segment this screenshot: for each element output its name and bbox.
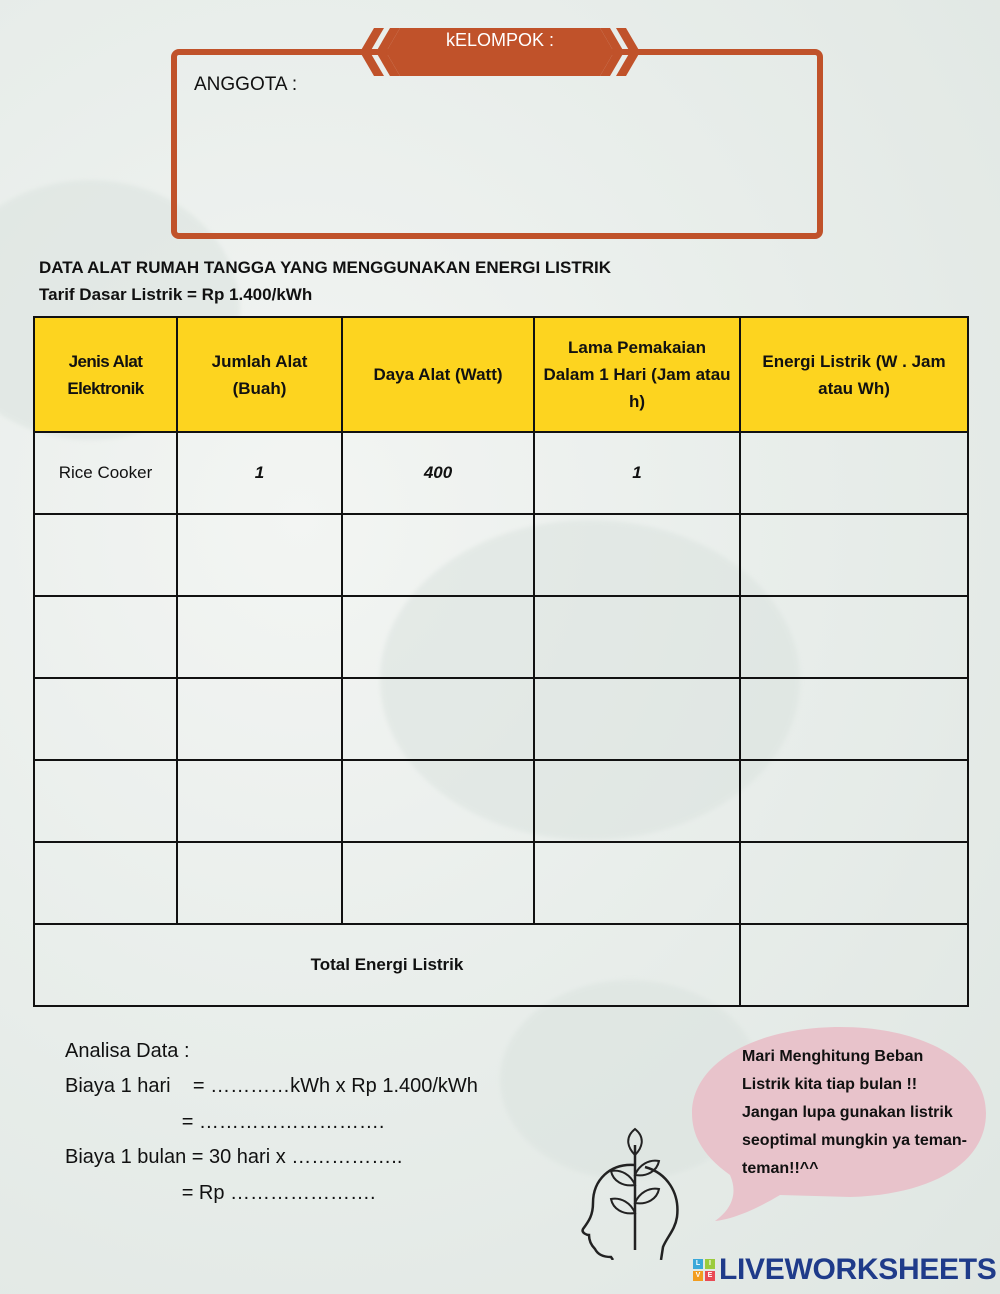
cell-jenis[interactable] xyxy=(34,514,177,596)
total-label: Total Energi Listrik xyxy=(34,924,740,1006)
table-row xyxy=(34,514,968,596)
cell-energi[interactable] xyxy=(740,842,968,924)
analysis-daily-cost: Biaya 1 hari = …………kWh x Rp 1.400/kWh xyxy=(65,1075,478,1097)
table-row xyxy=(34,596,968,678)
cell-energi[interactable] xyxy=(740,514,968,596)
anggota-label: ANGGOTA : xyxy=(194,74,298,95)
cell-lama[interactable] xyxy=(534,760,740,842)
cell-lama[interactable] xyxy=(534,842,740,924)
analysis-title: Analisa Data : xyxy=(65,1040,190,1062)
cell-jumlah[interactable] xyxy=(177,514,342,596)
analysis-monthly-result: = Rp …………………. xyxy=(65,1182,376,1204)
table-row xyxy=(34,678,968,760)
bubble-message: Mari Menghitung Beban Listrik kita tiap bulan !! Jangan lupa gunakan listrik seoptimal mungkin ya teman-teman!!^^ xyxy=(742,1048,967,1177)
header-jumlah-alat: Jumlah Alat (Buah) xyxy=(177,317,342,432)
head-plant-icon xyxy=(575,1125,695,1260)
cell-energi[interactable] xyxy=(740,760,968,842)
cell-jenis[interactable] xyxy=(34,596,177,678)
cell-jenis[interactable] xyxy=(34,760,177,842)
header-daya-alat: Daya Alat (Watt) xyxy=(342,317,534,432)
table-title: DATA ALAT RUMAH TANGGA YANG MENGGUNAKAN ENERGI LISTRIK xyxy=(39,258,612,277)
cell-jumlah[interactable] xyxy=(177,760,342,842)
cell-jumlah[interactable] xyxy=(177,678,342,760)
kelompok-label: kELOMPOK : xyxy=(445,30,555,50)
header-jenis-alat: Jenis Alat Elektronik xyxy=(34,317,177,432)
total-row xyxy=(34,924,968,1006)
logo-text: LIVEWORKSHEETS xyxy=(719,1253,997,1286)
logo-blocks-icon: L I V E xyxy=(693,1259,715,1281)
cell-daya[interactable] xyxy=(342,678,534,760)
cell-daya[interactable] xyxy=(342,760,534,842)
appliance-table xyxy=(33,316,969,1007)
cell-jumlah[interactable]: 1 xyxy=(177,432,342,514)
cell-lama[interactable]: 1 xyxy=(534,432,740,514)
cell-daya[interactable] xyxy=(342,842,534,924)
table-row xyxy=(34,432,968,514)
cell-lama[interactable] xyxy=(534,596,740,678)
cell-jumlah[interactable] xyxy=(177,842,342,924)
cell-jenis[interactable] xyxy=(34,678,177,760)
cell-lama[interactable] xyxy=(534,678,740,760)
cell-daya[interactable]: 400 xyxy=(342,432,534,514)
header-lama-pemakaian: Lama Pemakaian Dalam 1 Hari (Jam atau h) xyxy=(534,317,740,432)
cell-daya[interactable] xyxy=(342,514,534,596)
tariff-text: Tarif Dasar Listrik = Rp 1.400/kWh xyxy=(39,285,313,304)
cell-energi[interactable] xyxy=(740,432,968,514)
cell-jumlah[interactable] xyxy=(177,596,342,678)
header-energi-listrik: Energi Listrik (W . Jam atau Wh) xyxy=(740,317,968,432)
cell-jenis[interactable]: Rice Cooker xyxy=(34,432,177,514)
analysis-daily-result: = ………………………. xyxy=(65,1111,385,1133)
analysis-monthly-cost: Biaya 1 bulan = 30 hari x …………….. xyxy=(65,1146,403,1168)
cell-energi[interactable] xyxy=(740,596,968,678)
cell-energi[interactable] xyxy=(740,678,968,760)
total-value-cell[interactable] xyxy=(740,924,968,1006)
table-row xyxy=(34,842,968,924)
table-row xyxy=(34,760,968,842)
table-header-row xyxy=(34,317,968,432)
cell-jenis[interactable] xyxy=(34,842,177,924)
cell-lama[interactable] xyxy=(534,514,740,596)
liveworksheets-logo xyxy=(693,1252,997,1288)
cell-daya[interactable] xyxy=(342,596,534,678)
